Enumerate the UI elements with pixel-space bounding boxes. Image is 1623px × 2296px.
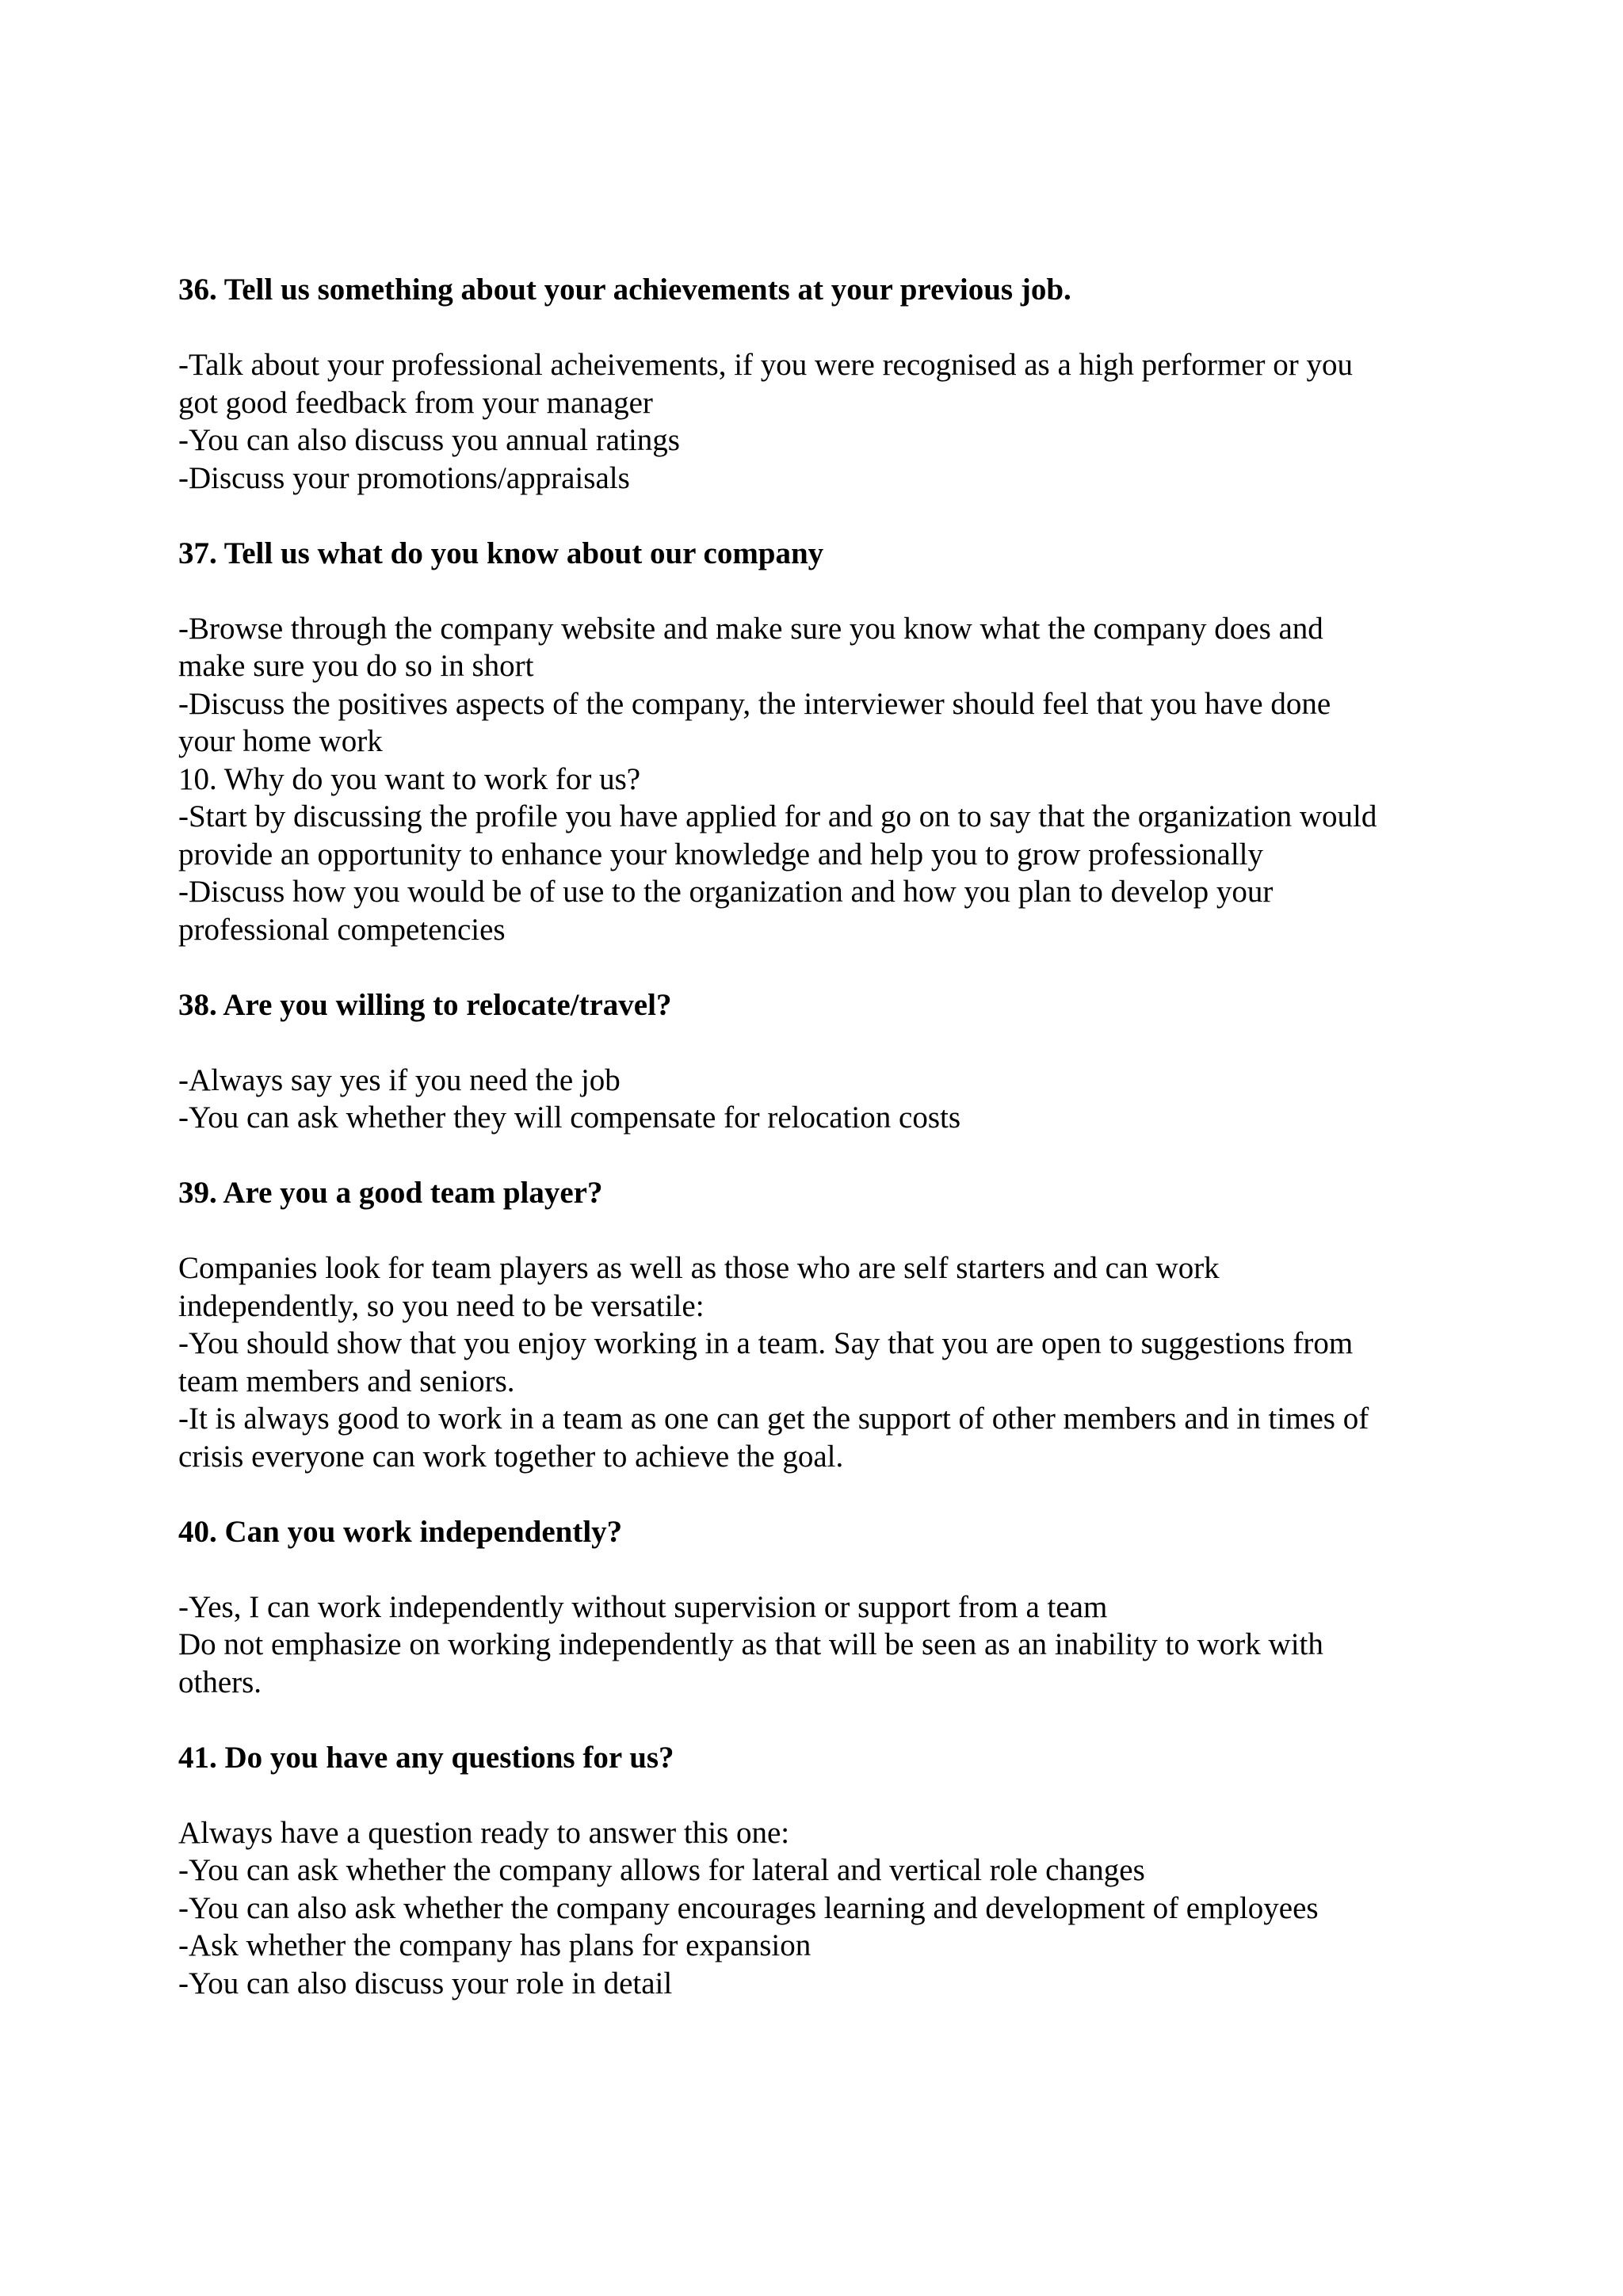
question-section-38	[178, 986, 1462, 1137]
answer-line: -You can also discuss your role in detail	[178, 1966, 673, 2000]
question-section-37	[178, 535, 1462, 949]
answer-line: -Discuss how you would be of use to the organization and how you plan to develop your	[178, 875, 1274, 909]
answer-line: -Discuss your promotions/appraisals	[178, 460, 630, 495]
answer-line: independently, so you need to be versatile:	[178, 1288, 705, 1323]
document-body	[178, 271, 1462, 2040]
question-section-41	[178, 1739, 1462, 2003]
answer-line: -Browse through the company website and make sure you know what the company does and	[178, 611, 1323, 646]
answer-line: -You can also ask whether the company encourages learning and development of employees	[178, 1890, 1319, 1925]
answer-line: -Start by discussing the profile you have applied for and go on to say that the organization would	[178, 799, 1377, 833]
answer-line: provide an opportunity to enhance your knowledge and help you to grow professionally	[178, 837, 1264, 871]
question-heading: 40. Can you work independently?	[178, 1514, 623, 1549]
answer-line: -Always say yes if you need the job	[178, 1062, 621, 1097]
answer-line: others.	[178, 1665, 262, 1699]
question-heading: 41. Do you have any questions for us?	[178, 1740, 674, 1775]
answer-line: -Yes, I can work independently without supervision or support from a team	[178, 1589, 1108, 1624]
answer-line: team members and seniors.	[178, 1363, 515, 1398]
answer-line: -You can ask whether they will compensate for relocation costs	[178, 1100, 961, 1135]
answer-line: professional competencies	[178, 912, 506, 947]
answer-line: -Talk about your professional acheivements, if you were recognised as a high performer or you	[178, 348, 1354, 382]
question-heading: 37. Tell us what do you know about our company	[178, 536, 824, 570]
answer-line: Companies look for team players as well as those who are self starters and can work	[178, 1251, 1220, 1285]
answer-line: your home work	[178, 724, 383, 758]
answer-line: -Discuss the positives aspects of the company, the interviewer should feel that you have done	[178, 686, 1331, 721]
question-section-39	[178, 1174, 1462, 1475]
question-section-36	[178, 271, 1462, 497]
answer-line: got good feedback from your manager	[178, 385, 653, 420]
answer-line: Always have a question ready to answer this one:	[178, 1815, 790, 1850]
answer-line: make sure you do so in short	[178, 649, 534, 683]
answer-line: -You can ask whether the company allows for lateral and vertical role changes	[178, 1853, 1145, 1887]
question-section-40	[178, 1513, 1462, 1702]
answer-line: -Ask whether the company has plans for expansion	[178, 1928, 812, 1962]
answer-line: Do not emphasize on working independently as that will be seen as an inability to work with	[178, 1627, 1323, 1661]
question-heading: 38. Are you willing to relocate/travel?	[178, 987, 672, 1022]
answer-line: -It is always good to work in a team as one can get the support of other members and in times of	[178, 1402, 1369, 1436]
answer-line: -You can also discuss you annual ratings	[178, 423, 680, 457]
answer-line: 10. Why do you want to work for us?	[178, 761, 641, 796]
question-heading: 36. Tell us something about your achievements at your previous job.	[178, 273, 1071, 307]
answer-line: -You should show that you enjoy working in a team. Say that you are open to suggestions from	[178, 1326, 1354, 1360]
answer-line: crisis everyone can work together to achieve the goal.	[178, 1439, 844, 1474]
question-heading: 39. Are you a good team player?	[178, 1176, 603, 1210]
